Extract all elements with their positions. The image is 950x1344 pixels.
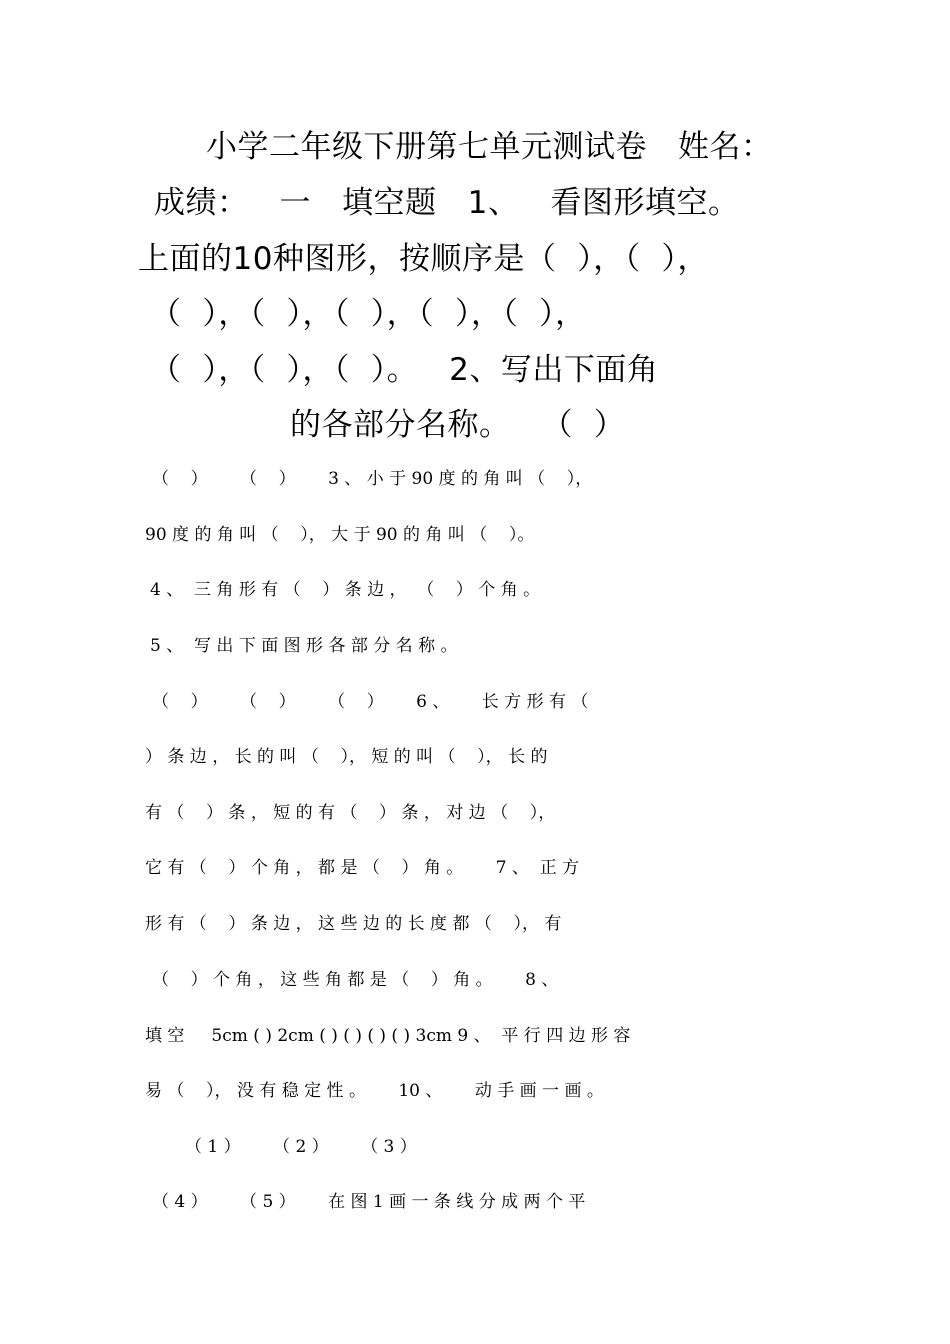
heading-line-2: 成绩： 一 填空题 1、 看图形填空。 <box>154 185 740 221</box>
body-line-11: 填 空 5cm ( ) 2cm ( ) ( ) ( ) ( ) 3cm 9 、 平 行 四 边 形 容 <box>145 1026 631 1046</box>
body-line-5: （ ） （ ） （ ） 6 、 长 方 形 有 （ <box>152 692 589 712</box>
body-line-8: 它 有 （ ） 个 角 ， 都 是 （ ） 角 。 7 、 正 方 <box>145 858 580 878</box>
body-line-2: 90 度 的 角 叫 （ ）， 大 于 90 的 角 叫 （ ）。 <box>145 525 535 545</box>
body-line-6: ） 条 边 ， 长 的 叫 （ ）， 短 的 叫 （ ）， 长 的 <box>145 747 548 767</box>
body-line-4: 5 、 写 出 下 面 图 形 各 部 分 名 称 。 <box>150 636 458 656</box>
body-line-12: 易 （ ）， 没 有 稳 定 性 。 10 、 动 手 画 一 画 。 <box>145 1081 604 1101</box>
body-line-13: （ 1 ） （ 2 ） （ 3 ） <box>185 1137 417 1157</box>
body-line-7: 有 （ ） 条 ， 短 的 有 （ ） 条 ， 对 边 （ ）， <box>145 803 556 823</box>
body-line-9: 形 有 （ ） 条 边 ， 这 些 边 的 长 度 都 （ ）， 有 <box>145 914 562 934</box>
heading-line-4: （ ），（ ），（ ），（ ），（ ）， <box>150 296 587 332</box>
body-line-1: （ ） （ ） 3 、 小 于 90 度 的 角 叫 （ ）， <box>152 469 593 489</box>
title-line: 小学二年级下册第七单元测试卷 姓名： <box>206 129 773 165</box>
heading-line-5: （ ），（ ），（ ）。 2、写出下面角 <box>150 352 659 388</box>
body-line-14: （ 4 ） （ 5 ） 在 图 1 画 一 条 线 分 成 两 个 平 <box>152 1192 586 1212</box>
body-line-3: 4 、 三 角 形 有 （ ） 条 边 ， （ ） 个 角 。 <box>150 580 541 600</box>
body-line-10: （ ） 个 角 ， 这 些 角 都 是 （ ） 角 。 8 、 <box>152 970 559 990</box>
heading-line-6: 的各部分名称。 （ ） <box>290 407 626 443</box>
heading-line-3: 上面的10种图形，按顺序是（ ），（ ）， <box>138 241 709 277</box>
